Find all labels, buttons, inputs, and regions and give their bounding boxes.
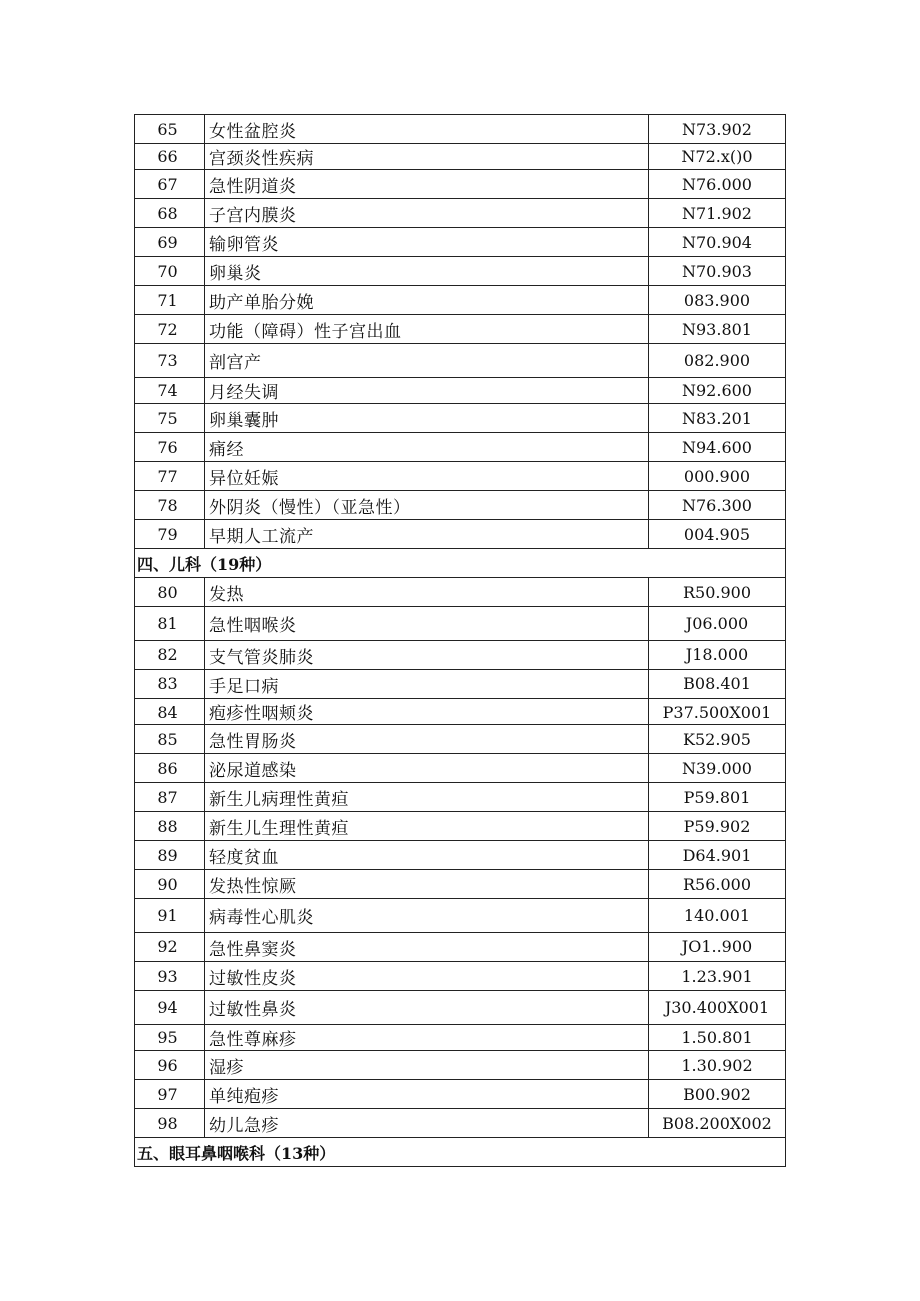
table-row: [135, 962, 786, 991]
table-row: [135, 754, 786, 783]
diagnosis-name: 急性尊麻疹: [205, 1025, 649, 1051]
row-number: 65: [135, 115, 205, 144]
diagnosis-name: 手足口病: [205, 670, 649, 699]
diagnosis-code: N71.902: [649, 199, 786, 228]
row-number: 70: [135, 257, 205, 286]
row-number: 97: [135, 1080, 205, 1109]
diagnosis-code: N76.000: [649, 170, 786, 199]
table-row: [135, 315, 786, 344]
row-number: 81: [135, 607, 205, 641]
diagnosis-table: [134, 114, 786, 1167]
table-row: [135, 1025, 786, 1051]
diagnosis-name: 卵巢囊肿: [205, 404, 649, 433]
diagnosis-name: 早期人工流产: [205, 520, 649, 549]
row-number: 72: [135, 315, 205, 344]
table-row: [135, 699, 786, 725]
diagnosis-name: 助产单胎分娩: [205, 286, 649, 315]
diagnosis-code: J18.000: [649, 641, 786, 670]
diagnosis-name: 月经失调: [205, 378, 649, 404]
diagnosis-name: 外阴炎（慢性）（亚急性）: [205, 491, 649, 520]
table-row: [135, 404, 786, 433]
table-row: [135, 344, 786, 378]
table-row: [135, 1109, 786, 1138]
row-number: 87: [135, 783, 205, 812]
diagnosis-code: N76.300: [649, 491, 786, 520]
diagnosis-name: 新生儿病理性黄疸: [205, 783, 649, 812]
table-row: [135, 670, 786, 699]
table-row: [135, 725, 786, 754]
table-row: [135, 641, 786, 670]
row-number: 66: [135, 144, 205, 170]
row-number: 75: [135, 404, 205, 433]
table-row: [135, 607, 786, 641]
diagnosis-code: J06.000: [649, 607, 786, 641]
diagnosis-name: 输卵管炎: [205, 228, 649, 257]
row-number: 78: [135, 491, 205, 520]
table-row: [135, 199, 786, 228]
diagnosis-code: N72.x()0: [649, 144, 786, 170]
diagnosis-name: 异位妊娠: [205, 462, 649, 491]
table-row: [135, 115, 786, 144]
diagnosis-code: N92.600: [649, 378, 786, 404]
table-row: [135, 144, 786, 170]
diagnosis-name: 单纯疱疹: [205, 1080, 649, 1109]
diagnosis-code: K52.905: [649, 725, 786, 754]
diagnosis-code: 1.30.902: [649, 1051, 786, 1080]
row-number: 69: [135, 228, 205, 257]
diagnosis-name: 子宫内膜炎: [205, 199, 649, 228]
row-number: 83: [135, 670, 205, 699]
row-number: 93: [135, 962, 205, 991]
row-number: 68: [135, 199, 205, 228]
table-row: [135, 286, 786, 315]
diagnosis-code: R56.000: [649, 870, 786, 899]
row-number: 89: [135, 841, 205, 870]
diagnosis-name: 发热性惊厥: [205, 870, 649, 899]
table-row: [135, 170, 786, 199]
row-number: 73: [135, 344, 205, 378]
table-row: [135, 378, 786, 404]
row-number: 76: [135, 433, 205, 462]
section-heading: 四、儿科（19种）: [135, 549, 786, 578]
diagnosis-code: 1.50.801: [649, 1025, 786, 1051]
row-number: 90: [135, 870, 205, 899]
row-number: 82: [135, 641, 205, 670]
row-number: 86: [135, 754, 205, 783]
section-heading: 五、眼耳鼻咽喉科（13种）: [135, 1138, 786, 1167]
table-row: [135, 257, 786, 286]
row-number: 67: [135, 170, 205, 199]
diagnosis-code: J30.400X001: [649, 991, 786, 1025]
diagnosis-code: B08.401: [649, 670, 786, 699]
diagnosis-code: B00.902: [649, 1080, 786, 1109]
diagnosis-name: 幼儿急疹: [205, 1109, 649, 1138]
diagnosis-code: N70.903: [649, 257, 786, 286]
diagnosis-code: 000.900: [649, 462, 786, 491]
table-row: [135, 520, 786, 549]
table-row: [135, 1080, 786, 1109]
table-row: [135, 991, 786, 1025]
row-number: 96: [135, 1051, 205, 1080]
row-number: 94: [135, 991, 205, 1025]
diagnosis-name: 泌尿道感染: [205, 754, 649, 783]
table-row: [135, 870, 786, 899]
diagnosis-code: P37.500X001: [649, 699, 786, 725]
row-number: 74: [135, 378, 205, 404]
diagnosis-code: N83.201: [649, 404, 786, 433]
diagnosis-code: N39.000: [649, 754, 786, 783]
diagnosis-name: 发热: [205, 578, 649, 607]
diagnosis-name: 女性盆腔炎: [205, 115, 649, 144]
diagnosis-code: R50.900: [649, 578, 786, 607]
diagnosis-name: 新生儿生理性黄疸: [205, 812, 649, 841]
table-row: [135, 899, 786, 933]
section-row: [135, 1138, 786, 1167]
row-number: 84: [135, 699, 205, 725]
diagnosis-name: 卵巢炎: [205, 257, 649, 286]
row-number: 91: [135, 899, 205, 933]
diagnosis-name: 过敏性鼻炎: [205, 991, 649, 1025]
diagnosis-code: N73.902: [649, 115, 786, 144]
table-row: [135, 578, 786, 607]
table-row: [135, 812, 786, 841]
row-number: 77: [135, 462, 205, 491]
diagnosis-name: 急性胃肠炎: [205, 725, 649, 754]
row-number: 80: [135, 578, 205, 607]
row-number: 71: [135, 286, 205, 315]
diagnosis-name: 急性咽喉炎: [205, 607, 649, 641]
diagnosis-code: 004.905: [649, 520, 786, 549]
diagnosis-code: B08.200X002: [649, 1109, 786, 1138]
table-row: [135, 462, 786, 491]
diagnosis-code: 083.900: [649, 286, 786, 315]
diagnosis-code: P59.801: [649, 783, 786, 812]
diagnosis-code: D64.901: [649, 841, 786, 870]
table-row: [135, 841, 786, 870]
diagnosis-name: 急性阴道炎: [205, 170, 649, 199]
diagnosis-code: N94.600: [649, 433, 786, 462]
diagnosis-name: 疱疹性咽颊炎: [205, 699, 649, 725]
diagnosis-code: 082.900: [649, 344, 786, 378]
diagnosis-name: 病毒性心肌炎: [205, 899, 649, 933]
diagnosis-code: N70.904: [649, 228, 786, 257]
diagnosis-name: 轻度贫血: [205, 841, 649, 870]
diagnosis-code: JO1..900: [649, 933, 786, 962]
diagnosis-name: 痛经: [205, 433, 649, 462]
table-row: [135, 1051, 786, 1080]
diagnosis-code: 1.23.901: [649, 962, 786, 991]
diagnosis-code: 140.001: [649, 899, 786, 933]
table-row: [135, 228, 786, 257]
diagnosis-name: 剖宫产: [205, 344, 649, 378]
row-number: 95: [135, 1025, 205, 1051]
section-row: [135, 549, 786, 578]
diagnosis-name: 过敏性皮炎: [205, 962, 649, 991]
row-number: 79: [135, 520, 205, 549]
row-number: 92: [135, 933, 205, 962]
table-row: [135, 433, 786, 462]
table-row: [135, 491, 786, 520]
table-row: [135, 933, 786, 962]
diagnosis-name: 功能（障碍）性子宫出血: [205, 315, 649, 344]
diagnosis-code: P59.902: [649, 812, 786, 841]
table-row: [135, 783, 786, 812]
diagnosis-name: 支气管炎肺炎: [205, 641, 649, 670]
diagnosis-name: 湿疹: [205, 1051, 649, 1080]
diagnosis-code: N93.801: [649, 315, 786, 344]
row-number: 98: [135, 1109, 205, 1138]
row-number: 85: [135, 725, 205, 754]
diagnosis-name: 急性鼻窦炎: [205, 933, 649, 962]
diagnosis-name: 宫颈炎性疾病: [205, 144, 649, 170]
row-number: 88: [135, 812, 205, 841]
